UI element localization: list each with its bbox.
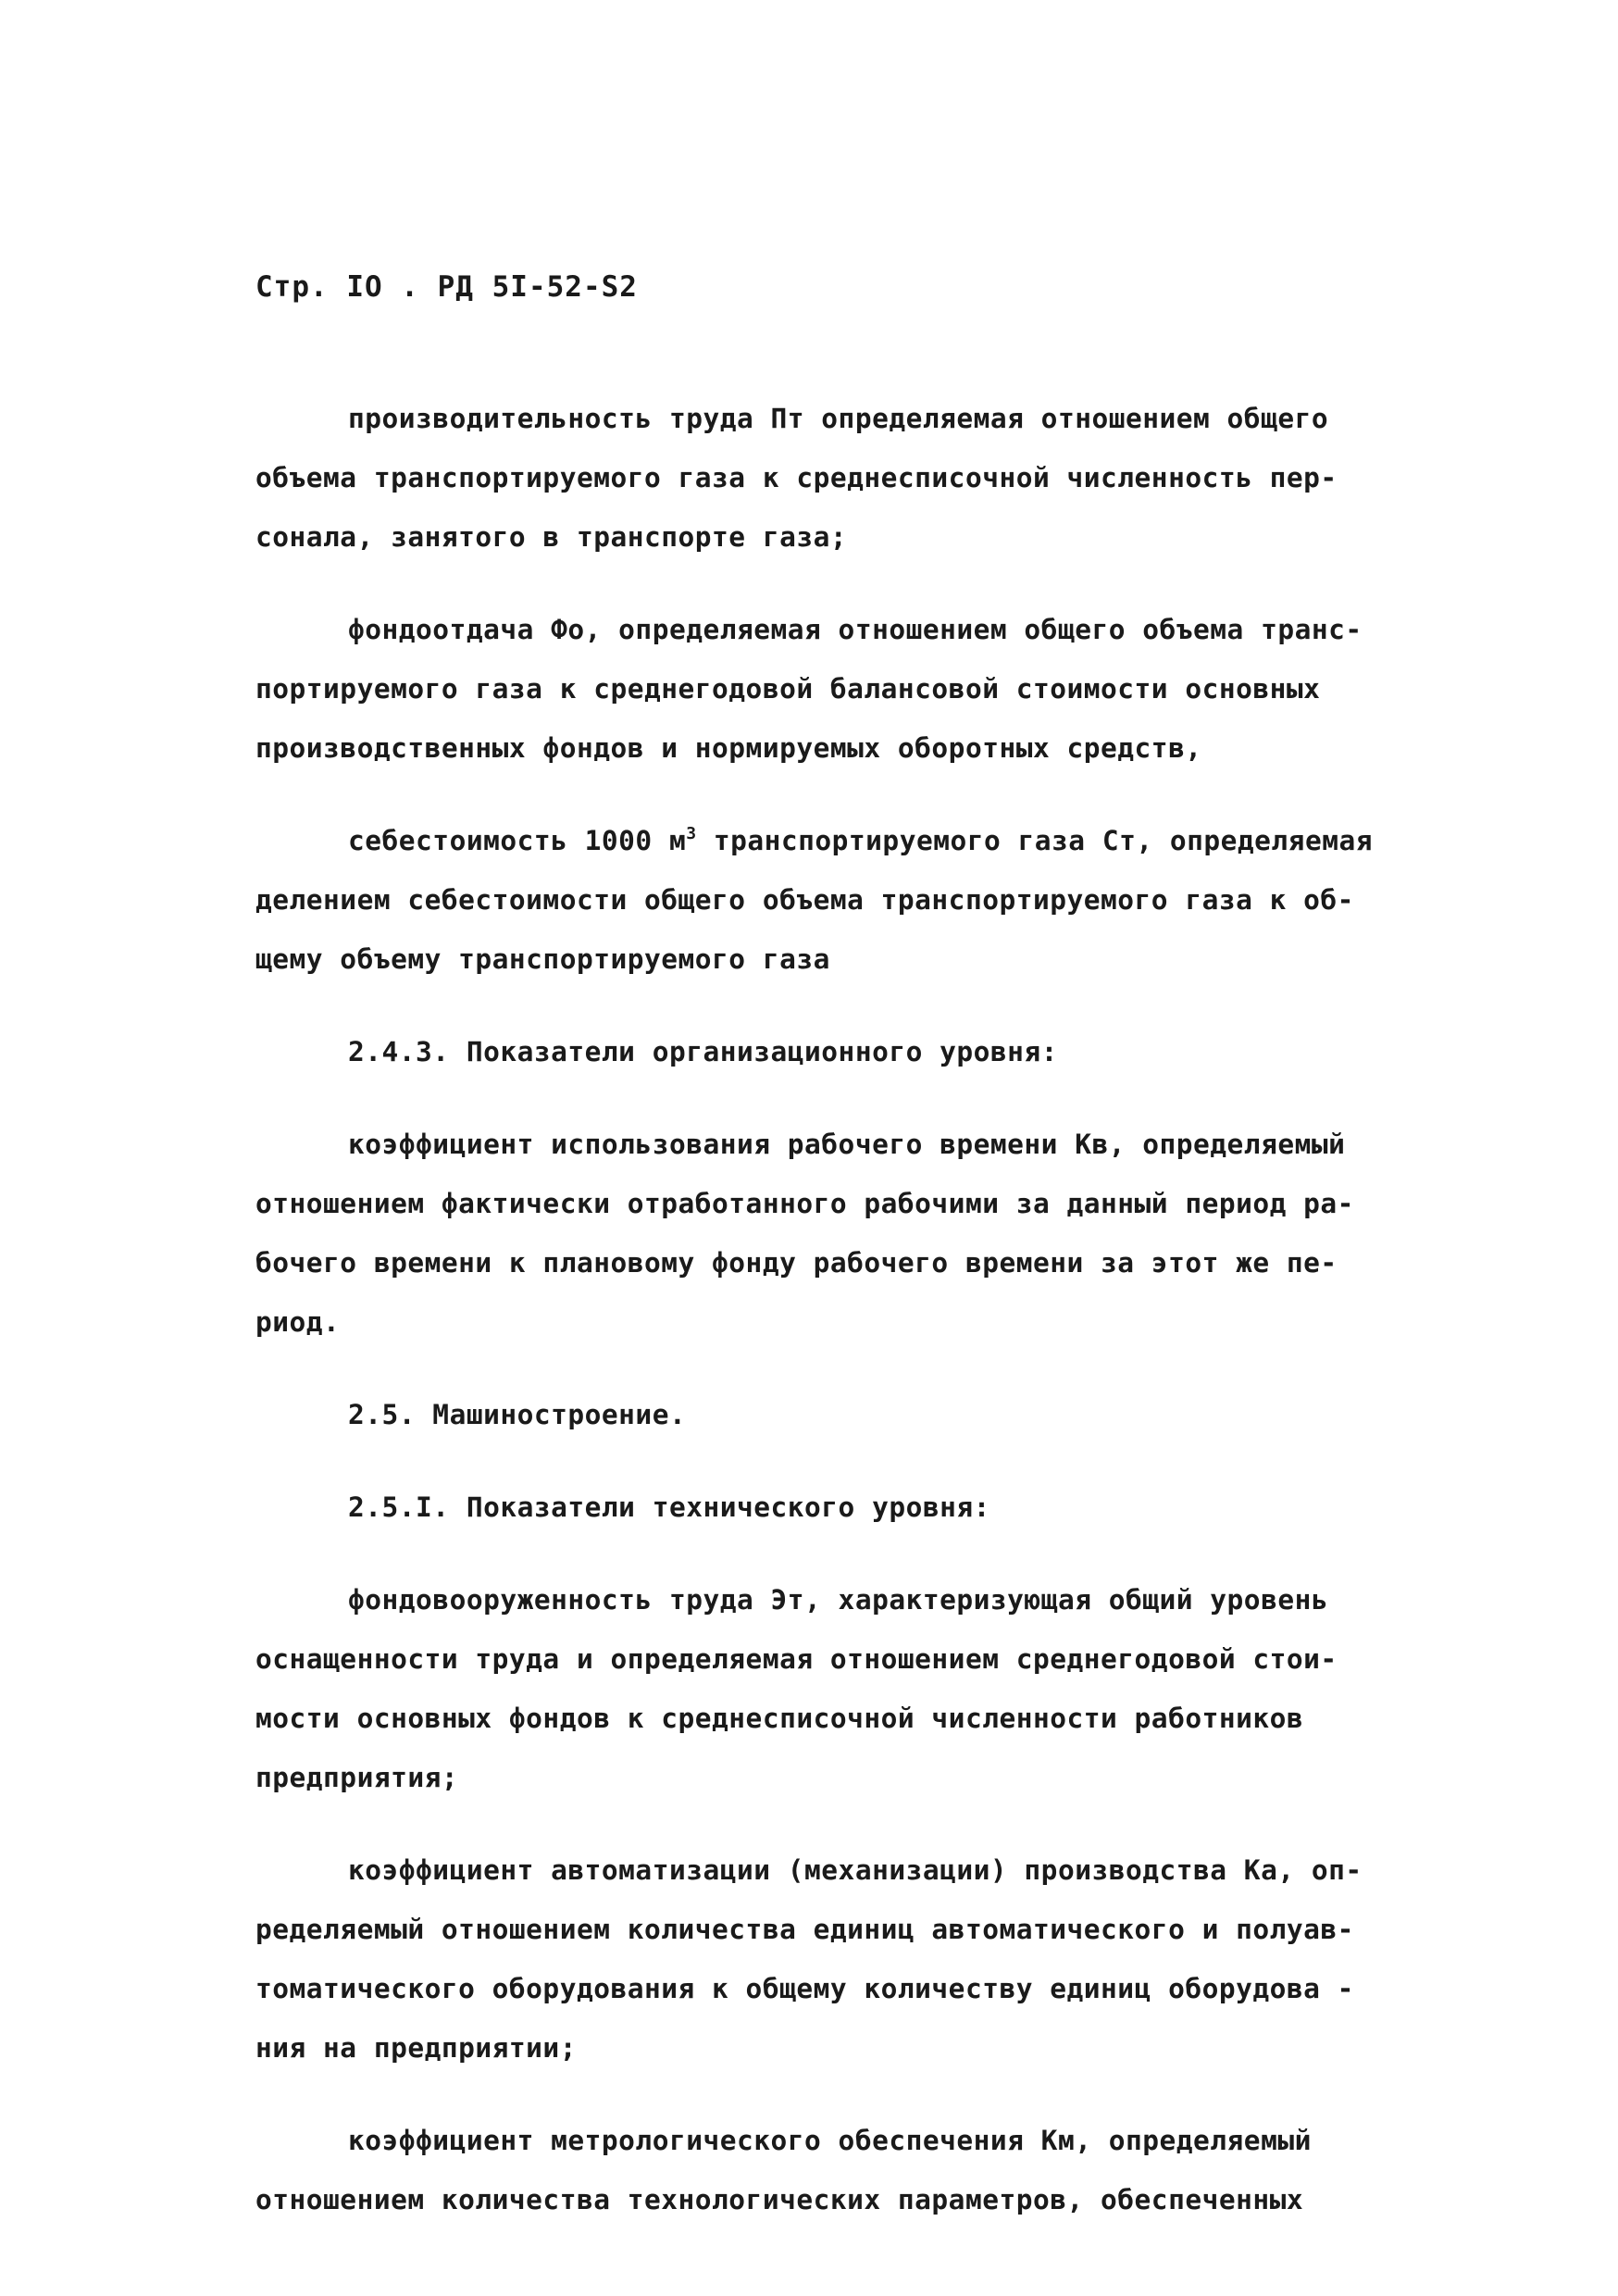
text-line: оснащенности труда и определяемая отношением среднегодовой стои- [255, 1643, 1338, 1675]
text-line: отношением фактически отработанного рабочими за данный период ра- [255, 1188, 1354, 1219]
text-line: предприятия; [255, 1762, 459, 1793]
text-line: мости основных фондов к среднесписочной численности работников [255, 1703, 1304, 1734]
text-line: риод. [255, 1306, 341, 1338]
section-heading: 2.5. Машиностроение. [348, 1399, 687, 1430]
text-line: коэффициент автоматизации (механизации) производства Ка, оп- [348, 1854, 1363, 1886]
section-heading: 2.5.I. Показатели технического уровня: [348, 1491, 990, 1523]
document-body [255, 389, 1394, 2229]
text-line: делением себестоимости общего объема транспортируемого газа к об- [255, 884, 1354, 916]
text-line: щему объему транспортируемого газа [255, 943, 830, 975]
text-line: коэффициент метрологического обеспечения Км, определяемый [348, 2125, 1312, 2156]
text-line: фондоотдача Фо, определяемая отношением общего объема транс- [348, 614, 1363, 645]
page-header: Стр. IO . РД 5I-52-S2 [255, 270, 638, 304]
text-line: фондовооруженность труда Эт, характеризующая общий уровень [348, 1584, 1329, 1616]
text-fragment: транспортируемого газа Ст, определяемая [696, 825, 1373, 856]
superscript: 3 [686, 824, 697, 843]
text-line: ределяемый отношением количества единиц автоматического и полуав- [255, 1914, 1354, 1945]
text-line: бочего времени к плановому фонду рабочего времени за этот же пе- [255, 1247, 1338, 1279]
text-line [255, 811, 1394, 870]
text-line: томатического оборудования к общему количеству единиц оборудова - [255, 1973, 1354, 2004]
text-line: отношением количества технологических параметров, обеспеченных [255, 2184, 1304, 2215]
text-line: производительность труда Пт определяемая отношением общего [348, 403, 1329, 434]
section-heading: 2.4.3. Показатели организационного уровня: [348, 1036, 1058, 1067]
text-line: коэффициент использования рабочего времени Кв, определяемый [348, 1129, 1346, 1160]
text-line: ния на предприятии; [255, 2032, 577, 2064]
text-line: производственных фондов и нормируемых оборотных средств, [255, 732, 1202, 764]
text-line: портируемого газа к среднегодовой балансовой стоимости основных [255, 673, 1321, 705]
text-line: объема транспортируемого газа к среднесписочной численность пер- [255, 462, 1338, 493]
text-line: сонала, занятого в транспорте газа; [255, 521, 848, 553]
text-fragment: себестоимость 1000 м [348, 825, 687, 856]
